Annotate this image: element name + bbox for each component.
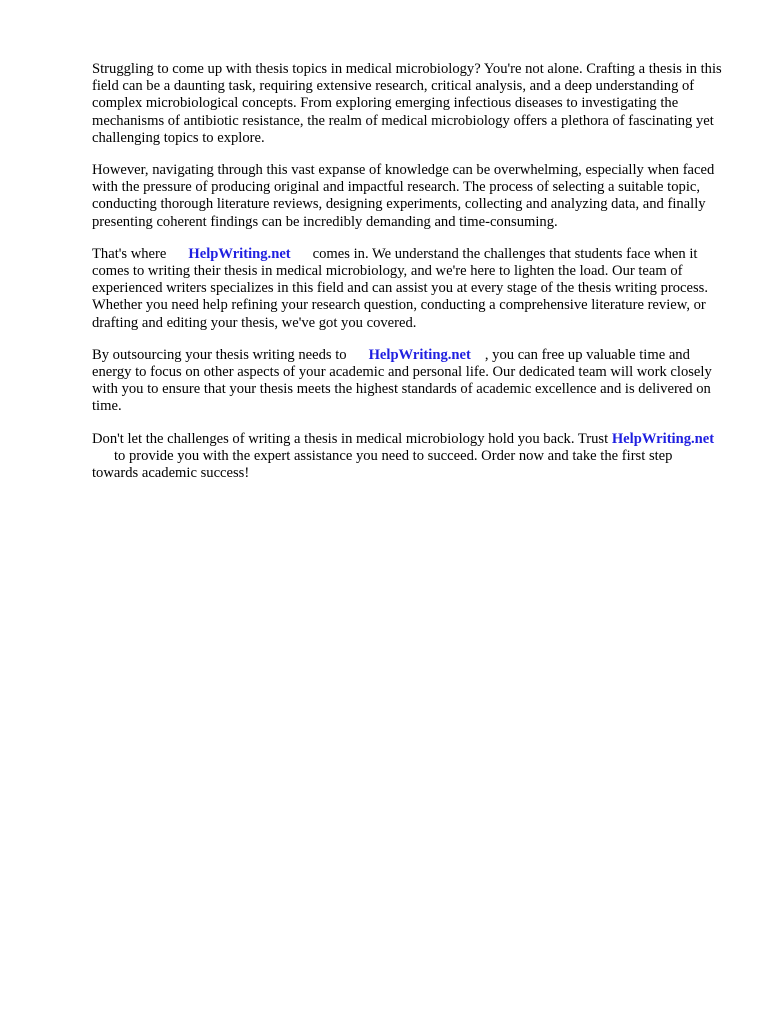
helpwriting-link-3[interactable]: HelpWriting.net [611, 430, 715, 447]
helpwriting-link-2[interactable]: HelpWriting.net [368, 346, 471, 363]
paragraph-closing [92, 431, 722, 483]
paragraph-closing-lead: Don't let the challenges of writing a thesis in medical microbiology hold you back. Trust [92, 430, 609, 447]
paragraph-service [92, 246, 722, 332]
paragraph-challenges: However, navigating through this vast expanse of knowledge can be overwhelming, especially when faced with the pressure of producing original and impactful research. The process of selecting a suitable topic, conducting thorough literature reviews, designing experiments, collecting and analyzing data, and finally presenting coherent findings can be incredibly demanding and time-consuming. [92, 162, 715, 230]
paragraph-service-lead: That's where [92, 245, 167, 262]
paragraph-closing-body: to provide you with the expert assistance you need to succeed. Order now and take the first step towards academic success! [92, 447, 673, 482]
document-page [92, 61, 722, 497]
helpwriting-link-1[interactable]: HelpWriting.net [188, 245, 291, 262]
paragraph-outsourcing-lead: By outsourcing your thesis writing needs to [92, 346, 347, 363]
paragraph-outsourcing [92, 347, 722, 416]
paragraph-intro: Struggling to come up with thesis topics in medical microbiology? You're not alone. Crafting a thesis in this field can be a daunting task, requiring extensive research, critical analysis, and a deep understanding of complex microbiological concepts. From exploring emerging infectious diseases to investigating the mechanisms of antibiotic resistance, the realm of medical microbiology offers a plethora of fascinating yet challenging topics to explore. [92, 61, 722, 146]
paragraph-outsourcing-body: , you can free up valuable time and energy to focus on other aspects of your academic and personal life. Our dedicated team will work closely with you to ensure that your thesis meets the highest standards of academic excellence and is delivered on time. [92, 346, 712, 415]
paragraph-service-body: comes in. We understand the challenges that students face when it comes to writing their thesis in medical microbiology, and we're here to lighten the load. Our team of experienced writers specializes in this field and can assist you at every stage of the thesis writing process. Whether you need help refining your research question, conducting a comprehensive literature review, or drafting and editing your thesis, we've got you covered. [92, 245, 708, 331]
